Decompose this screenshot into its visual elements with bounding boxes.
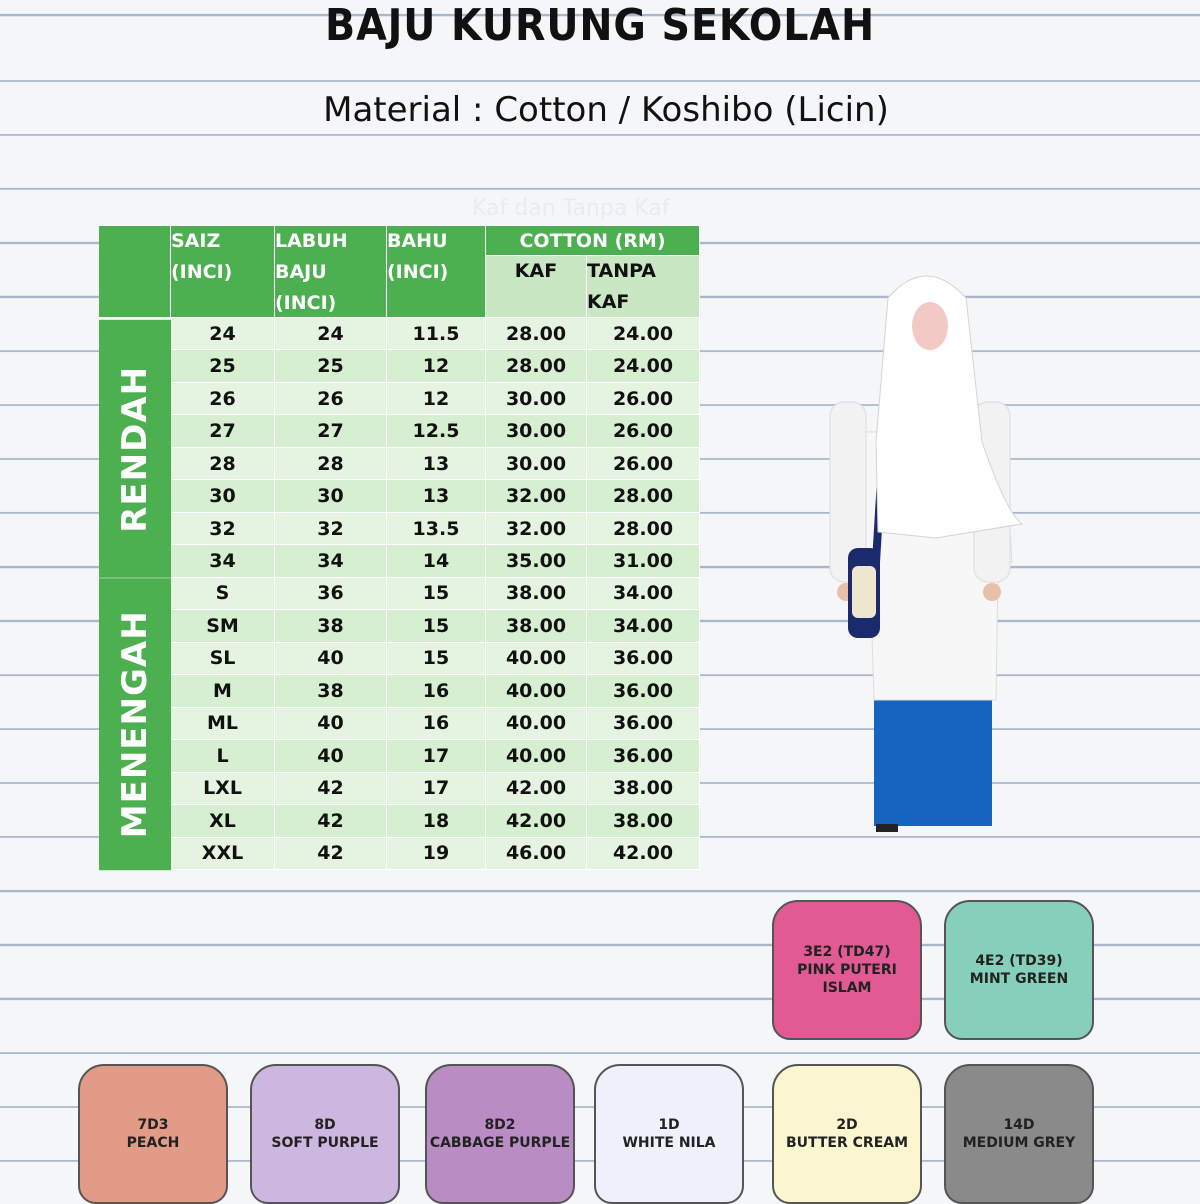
swatch-code: 3E2 (TD47) [803,944,891,960]
table-cell: 38 [275,675,387,707]
swatch-name: CABBAGE PURPLE [429,1135,571,1151]
swatch-name: SOFT PURPLE [271,1135,379,1151]
right-hand [983,583,1001,601]
table-cell: 14 [387,545,486,577]
table-cell: LXL [171,773,275,805]
table-cell: 31.00 [587,545,700,577]
header-saiz [171,226,275,318]
table-cell: 42 [275,838,387,870]
table-cell: 38.00 [587,773,700,805]
swatch-cabbage-purple [425,1064,575,1204]
swatch-name: MEDIUM GREY [962,1135,1076,1151]
table-cell: XXL [171,838,275,870]
group-label-menengah: MENENGAH [99,578,171,870]
table-cell: 11.5 [387,318,486,350]
swatch-soft-purple [250,1064,400,1204]
table-cell: 40.00 [486,675,587,707]
table-cell: 30.00 [486,415,587,447]
table-cell: ML [171,708,275,740]
table-cell: 30 [171,480,275,512]
table-cell: 38.00 [486,610,587,642]
header-labuh-line2: BAJU [275,261,327,283]
table-cell: 26 [171,383,275,415]
table-cell: 13 [387,480,486,512]
swatch-code: 7D3 [137,1117,169,1133]
table-cell: 32 [171,513,275,545]
table-cell: 40.00 [486,643,587,675]
table-cell: M [171,675,275,707]
table-cell: 12 [387,350,486,382]
swatch-peach [78,1064,228,1204]
table-cell: L [171,740,275,772]
table-cell: 28.00 [486,350,587,382]
swatch-pink-puteri-islam [772,900,922,1040]
header-saiz-line1: SAIZ [171,230,221,252]
swatch-code: 8D2 [484,1117,516,1133]
table-cell: 24 [171,318,275,350]
table-cell: 42 [275,773,387,805]
swatch-white-nila [594,1064,744,1204]
table-cell: 28.00 [587,513,700,545]
header-labuh-line3: (INCI) [275,292,337,314]
table-cell: 42.00 [587,838,700,870]
table-cell: S [171,578,275,610]
table-cell: 28 [275,448,387,480]
table-cell: 25 [171,350,275,382]
table-cell: 13.5 [387,513,486,545]
table-cell: 42 [275,805,387,837]
group-label-rendah: RENDAH [99,318,171,578]
material-subtitle [0,86,1200,134]
table-cell: 34.00 [587,578,700,610]
swatch-name: MINT GREEN [969,971,1069,987]
table-cell: 35.00 [486,545,587,577]
table-cell: 40.00 [486,708,587,740]
size-price-table [99,226,700,870]
table-cell: 42.00 [486,773,587,805]
header-tanpa-kaf [587,256,700,318]
table-cell: 16 [387,708,486,740]
table-cell: 17 [387,740,486,772]
table-cell: 17 [387,773,486,805]
table-corner [99,226,171,318]
table-cell: XL [171,805,275,837]
table-cell: 15 [387,643,486,675]
table-cell: 24 [275,318,387,350]
blue-skirt [874,692,992,826]
swatch-code: 1D [658,1117,680,1133]
swatch-name: WHITE NILA [622,1135,716,1151]
table-cell: 30.00 [486,383,587,415]
swatch-name: PINK PUTERI ISLAM [797,962,897,996]
table-cell: 26.00 [587,415,700,447]
table-cell: 13 [387,448,486,480]
table-cell: 34 [171,545,275,577]
student-model-figure [826,262,1026,832]
table-cell: 34 [275,545,387,577]
table-cell: 27 [275,415,387,447]
table-cell: 30 [275,480,387,512]
table-cell: 18 [387,805,486,837]
bag-panel [852,566,876,618]
table-cell: 32.00 [486,480,587,512]
table-cell: 12 [387,383,486,415]
table-cell: 26 [275,383,387,415]
table-cell: 42.00 [486,805,587,837]
swatch-name: BUTTER CREAM [785,1135,909,1151]
header-bahu-line2: (INCI) [387,261,449,283]
table-cell: 36.00 [587,740,700,772]
table-cell: 12.5 [387,415,486,447]
table-cell: 40 [275,740,387,772]
material-text: Material : Cotton / Koshibo (Licin) [315,86,897,134]
swatch-mint-green [944,900,1094,1040]
table-cell: 26.00 [587,448,700,480]
table-cell: 34.00 [587,610,700,642]
face [912,302,948,350]
table-cell: 26.00 [587,383,700,415]
table-cell: 36.00 [587,708,700,740]
table-cell: 15 [387,610,486,642]
table-cell: 38 [275,610,387,642]
swatch-butter-cream [772,1064,922,1204]
table-cell: 25 [275,350,387,382]
table-cell: 15 [387,578,486,610]
header-saiz-line2: (INCI) [171,261,233,283]
table-cell: 36.00 [587,643,700,675]
swatch-medium-grey [944,1064,1094,1204]
table-cell: 38.00 [486,578,587,610]
header-bahu-line1: BAHU [387,230,448,252]
header-kaf: KAF [486,256,587,318]
table-cell: 28.00 [486,318,587,350]
table-cell: 19 [387,838,486,870]
table-cell: SM [171,610,275,642]
table-cell: 40 [275,708,387,740]
swatch-code: 2D [836,1117,858,1133]
swatch-code: 14D [1003,1117,1035,1133]
table-cell: 36 [275,578,387,610]
table-cell: 32.00 [486,513,587,545]
table-cell: 46.00 [486,838,587,870]
table-cell: 24.00 [587,350,700,382]
table-cell: 32 [275,513,387,545]
table-cell: 28 [171,448,275,480]
header-tanpa-line1: TANPA [587,260,656,282]
header-labuh-baju [275,226,387,318]
shoes [876,824,898,832]
table-cell: 24.00 [587,318,700,350]
table-cell: 16 [387,675,486,707]
watermark-text: Kaf dan Tanpa Kaf [472,196,670,221]
table-cell: 36.00 [587,675,700,707]
table-cell: 30.00 [486,448,587,480]
header-tanpa-line2: KAF [587,291,630,313]
swatch-name: PEACH [126,1135,180,1151]
header-cotton: COTTON (RM) [486,226,700,256]
table-cell: 40.00 [486,740,587,772]
table-cell: 28.00 [587,480,700,512]
table-cell: 38.00 [587,805,700,837]
header-bahu [387,226,486,318]
swatch-code: 4E2 (TD39) [975,953,1063,969]
page-title: BAJU KURUNG SEKOLAH [324,0,875,51]
table-cell: 40 [275,643,387,675]
header-labuh-line1: LABUH [275,230,348,252]
swatch-code: 8D [314,1117,336,1133]
table-cell: 27 [171,415,275,447]
table-cell: SL [171,643,275,675]
